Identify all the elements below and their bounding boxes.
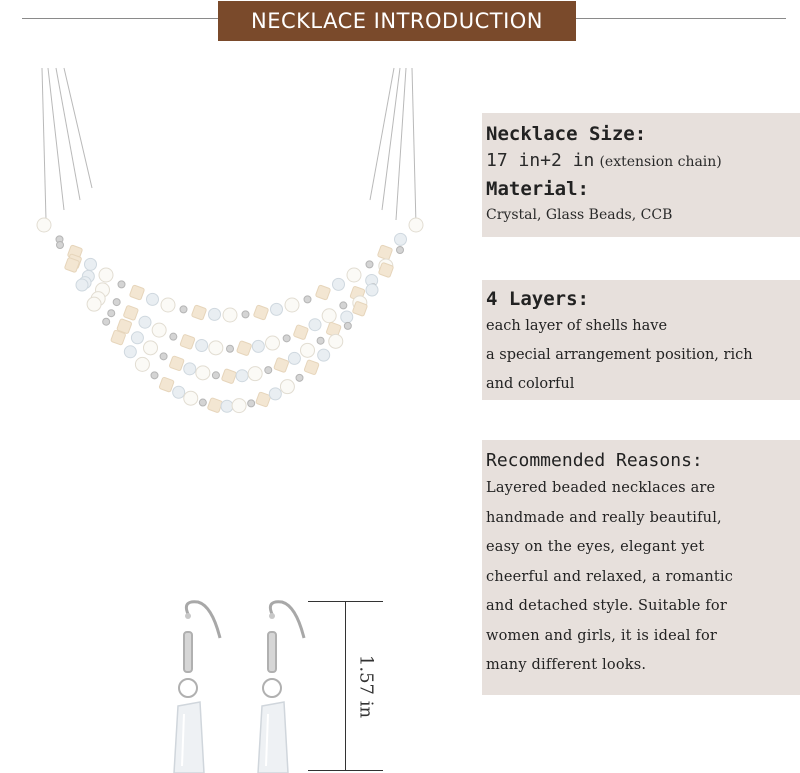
pearl-bead [347, 268, 361, 282]
crystal-bead [236, 370, 248, 382]
silver-bead [227, 345, 234, 352]
crystal-bead [76, 279, 88, 291]
silver-bead [344, 322, 351, 329]
pearl-bead [196, 366, 210, 380]
shell-bead [123, 305, 138, 320]
silver-bead [118, 281, 125, 288]
size-material-box [482, 113, 800, 237]
crystal-bead [395, 233, 407, 245]
header-rule-left [22, 18, 218, 19]
page-title: NECKLACE INTRODUCTION [218, 1, 576, 41]
layers-line: each layer of shells have [486, 318, 668, 334]
silver-bead [283, 335, 290, 342]
shell-bead [129, 285, 144, 300]
shell-bead [315, 285, 330, 300]
reasons-box [482, 440, 800, 695]
necklace-image [20, 60, 450, 560]
pearl-bead [152, 323, 166, 337]
pearl-bead [248, 367, 262, 381]
silver-bead [160, 353, 167, 360]
crystal-bead [333, 278, 345, 290]
crystal-bead [271, 303, 283, 315]
reasons-line: women and girls, it is ideal for [486, 627, 718, 644]
pearl-bead [322, 309, 336, 323]
reasons-line: and detached style. Suitable for [486, 598, 727, 614]
size-note: (extension chain) [599, 154, 722, 170]
crystal-bead [341, 311, 353, 323]
shell-bead [256, 392, 271, 407]
size-value-line [486, 147, 800, 176]
silver-bead [212, 372, 219, 379]
shell-bead [159, 377, 174, 392]
layers-line: a special arrangement position, rich [486, 347, 753, 363]
crystal-bead [318, 349, 330, 361]
material-heading: Material: [486, 178, 589, 200]
crystal-bead [85, 258, 97, 270]
pearl-bead [329, 334, 343, 348]
shell-bead [377, 245, 392, 260]
silver-bead [265, 367, 272, 374]
pearl-bead [285, 298, 299, 312]
size-heading: Necklace Size: [486, 123, 647, 145]
measure-tick-bottom [308, 770, 383, 771]
crystal-bead [184, 363, 196, 375]
pearl-bead [37, 218, 51, 232]
crystal-bead [288, 352, 300, 364]
shell-bead [274, 357, 289, 372]
silver-bead [397, 247, 404, 254]
silver-bead [170, 333, 177, 340]
crystal-bead [209, 308, 221, 320]
silver-bead [366, 261, 373, 268]
reasons-line: cheerful and relaxed, a romantic [486, 568, 734, 585]
silver-bead [103, 318, 110, 325]
pearl-bead [184, 391, 198, 405]
shell-bead [180, 334, 195, 349]
silver-bead [113, 299, 120, 306]
pearl-bead [280, 380, 294, 394]
header-rule-right [576, 18, 786, 19]
silver-bead [57, 242, 64, 249]
shell-bead [236, 341, 251, 356]
silver-bead [296, 374, 303, 381]
silver-bead [180, 306, 187, 313]
crystal-bead [124, 346, 136, 358]
shell-bead [221, 369, 236, 384]
crystal-bead [309, 319, 321, 331]
pearl-bead [144, 341, 158, 355]
shell-bead [169, 356, 184, 371]
measure-line [345, 601, 346, 771]
reasons-line: Layered beaded necklaces are [486, 480, 716, 496]
pearl-bead [301, 343, 315, 357]
silver-bead [108, 310, 115, 317]
crystal-bead [173, 386, 185, 398]
crystal-bead [147, 293, 159, 305]
layers-box [482, 280, 800, 400]
silver-bead [199, 399, 206, 406]
pearl-bead [87, 297, 101, 311]
pearl-bead [232, 399, 246, 413]
shell-bead [253, 305, 268, 320]
silver-bead [151, 372, 158, 379]
layers-heading: 4 Layers: [486, 288, 589, 310]
silver-bead [242, 311, 249, 318]
shell-bead [191, 305, 206, 320]
crystal-bead [221, 400, 233, 412]
material-value: Crystal, Glass Beads, CCB [486, 207, 673, 223]
reasons-line: handmade and really beautiful, [486, 509, 722, 526]
crystal-bead [196, 340, 208, 352]
reasons-line: many different looks. [486, 657, 647, 673]
pearl-bead [99, 268, 113, 282]
crystal-bead [252, 340, 264, 352]
shell-bead [304, 360, 319, 375]
shell-bead [293, 325, 308, 340]
crystal-bead [269, 388, 281, 400]
reasons-heading: Recommended Reasons: [486, 450, 703, 471]
crystal-bead [131, 332, 143, 344]
pearl-bead [135, 357, 149, 371]
earrings-image [160, 596, 320, 773]
layers-line: and colorful [486, 376, 575, 392]
silver-bead [248, 400, 255, 407]
silver-bead [340, 302, 347, 309]
pearl-bead [161, 298, 175, 312]
shell-bead [207, 398, 222, 413]
pearl-bead [223, 308, 237, 322]
size-value: 17 in+2 in [486, 150, 595, 171]
reasons-line: easy on the eyes, elegant yet [486, 539, 705, 555]
silver-bead [304, 296, 311, 303]
pearl-bead [409, 218, 423, 232]
crystal-bead [139, 316, 151, 328]
pearl-bead [209, 341, 223, 355]
crystal-bead [366, 284, 378, 296]
silver-bead [317, 337, 324, 344]
pearl-bead [266, 336, 280, 350]
